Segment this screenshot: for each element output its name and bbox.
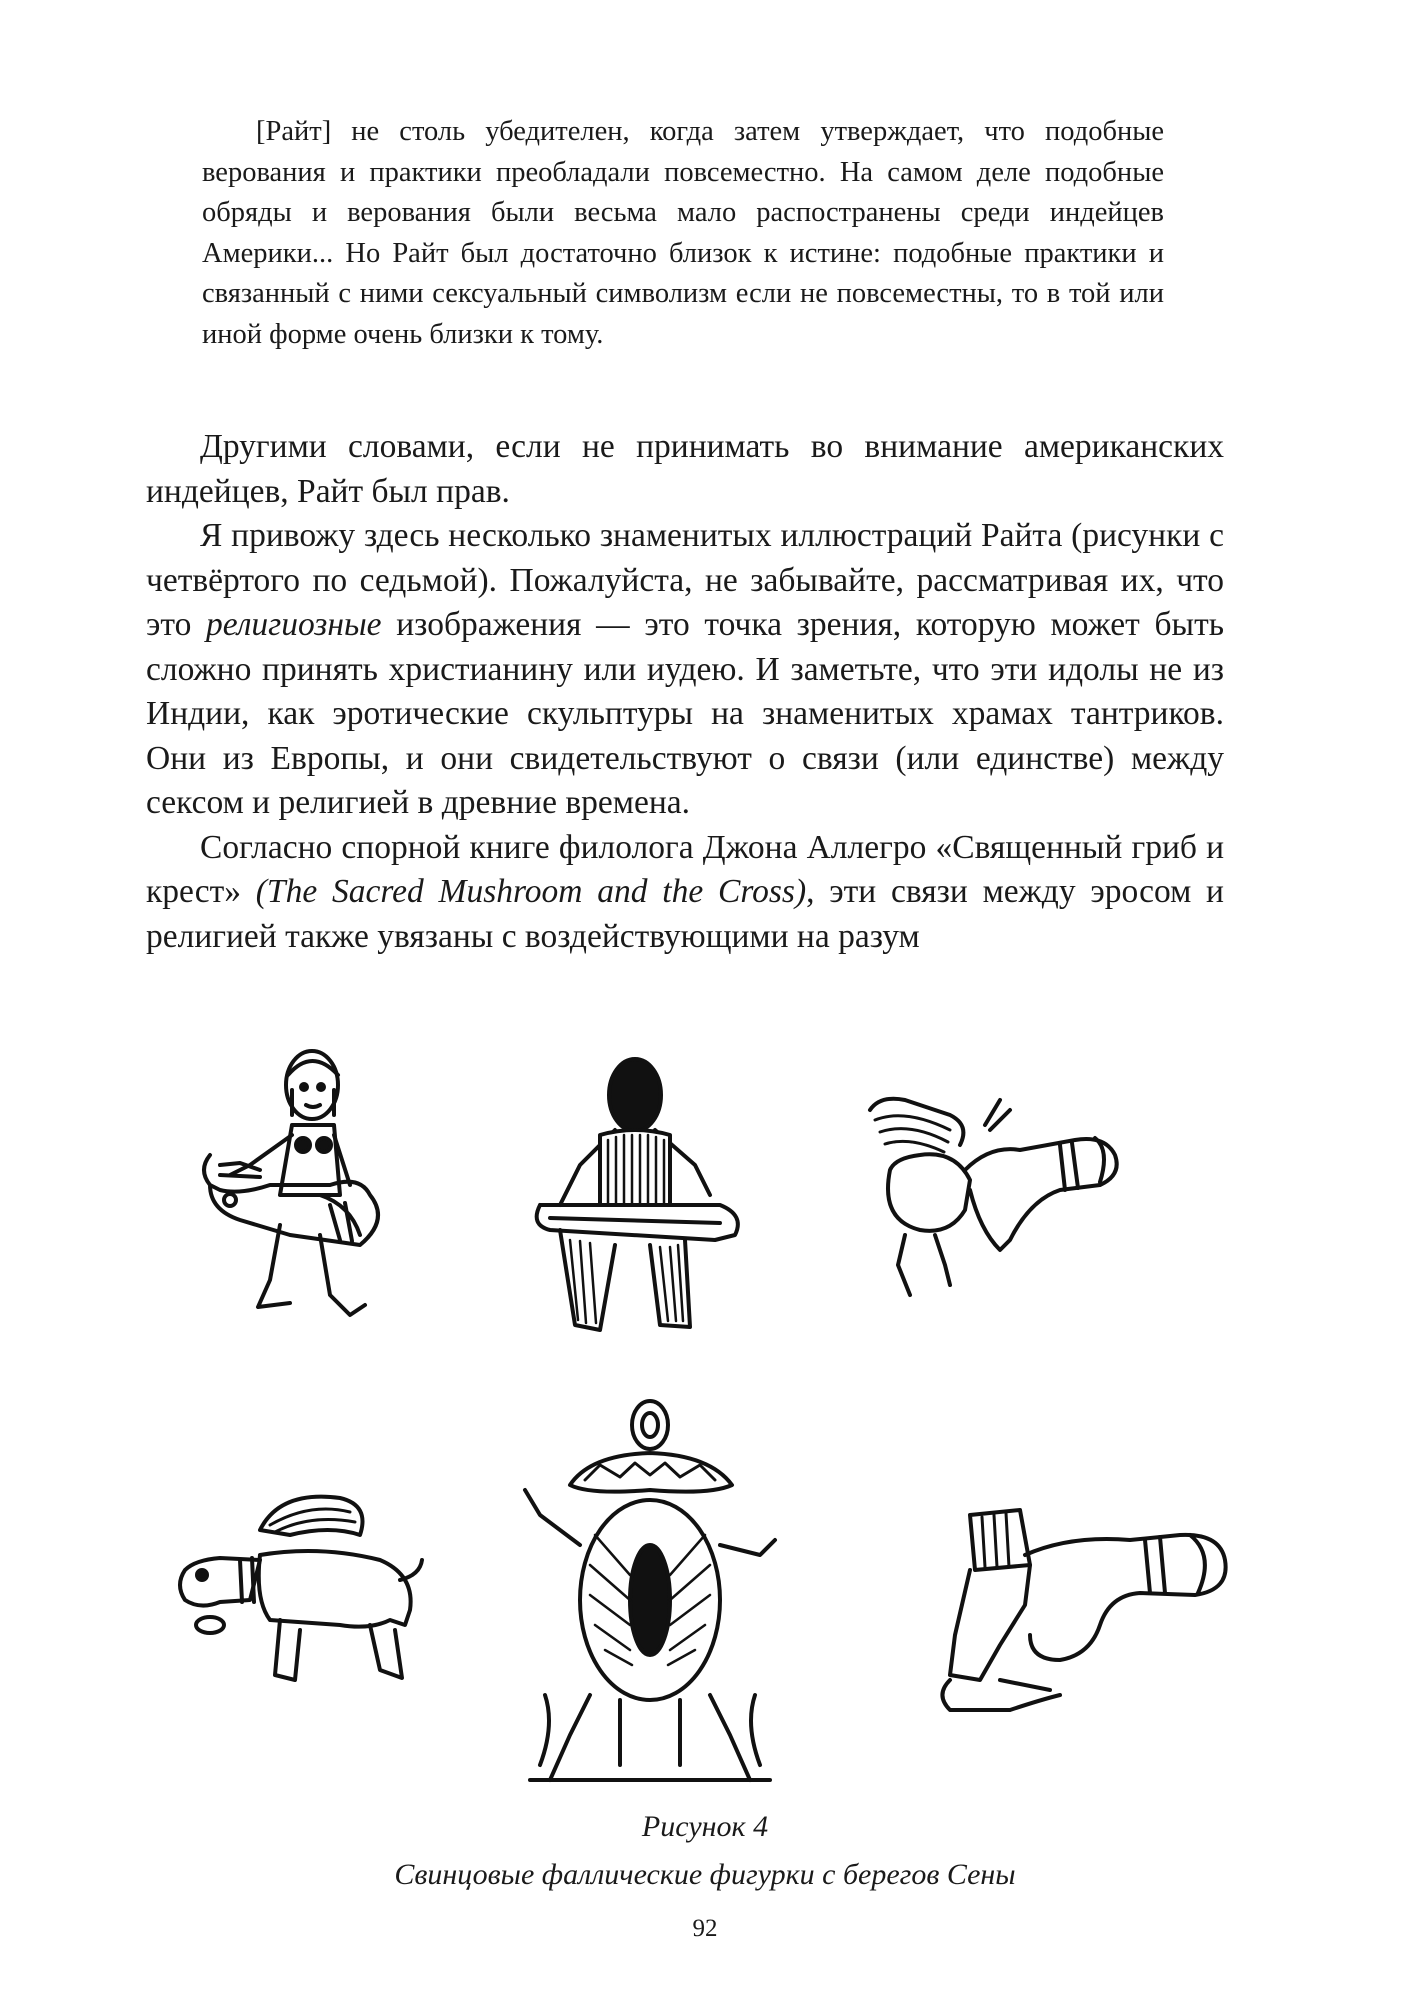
figure-caption: Свинцовые фаллические фигурки с берегов Сены [394, 1858, 1016, 1891]
figurine-winged-bird [860, 1090, 1130, 1320]
paragraph-3: Согласно спорной книге филолога Джона Аллегро «Священный гриб и крест» (The Sacred Mushroom and the Cross), эти связи между эросом и религией также увязаны с воздействующими на разум [146, 828, 1224, 955]
figure-number: Рисунок 4 [641, 1810, 769, 1843]
main-text [146, 425, 1224, 959]
figurine-rider [200, 1045, 430, 1335]
figurine-pendant [510, 1395, 790, 1795]
book-title-english: (The Sacred Mushroom and the Cross) [255, 873, 807, 910]
paragraph-2: Я привожу здесь несколько знаменитых иллюстраций Райта (рисунки с четвёртого по седьмой). Пожалуйста, не забывайте, рассматривая их, что это религиозные изображения — это точка зрения, которую может быть сложно принять христианину или иудею. И заметьте, что эти идолы не из Индии, как эротические скульптуры на знаменитых храмах тантриков. Они из Европы, и они свидетельствуют о связи (или единстве) между сексом и религией в древние времена. [146, 517, 1224, 821]
figurine-winged-beast [170, 1490, 430, 1710]
emphasis-religious: религиозные [206, 606, 382, 643]
figurine-rider-back [520, 1055, 750, 1345]
paragraph-1: Другими словами, если не принимать во внимание американских индейцев, Райт был прав. [146, 428, 1224, 510]
quote-paragraph: [Райт] не столь убедителен, когда затем утверждает, что подобные верования и практики преобладали повсеместно. На самом деле подобные обряды и верования были весьма мало распостранены среди индейцев Америки... Но Райт был достаточно близок к истине: подобные практики и связанный с ними сексуальный символизм если не повсеместны, то в той или иной форме очень близки к тому. [202, 116, 1164, 350]
figure-illustrations [0, 1030, 1410, 1810]
block-quote [202, 112, 1164, 355]
page-number: 92 [692, 1915, 718, 1942]
figurine-walking [930, 1495, 1230, 1725]
